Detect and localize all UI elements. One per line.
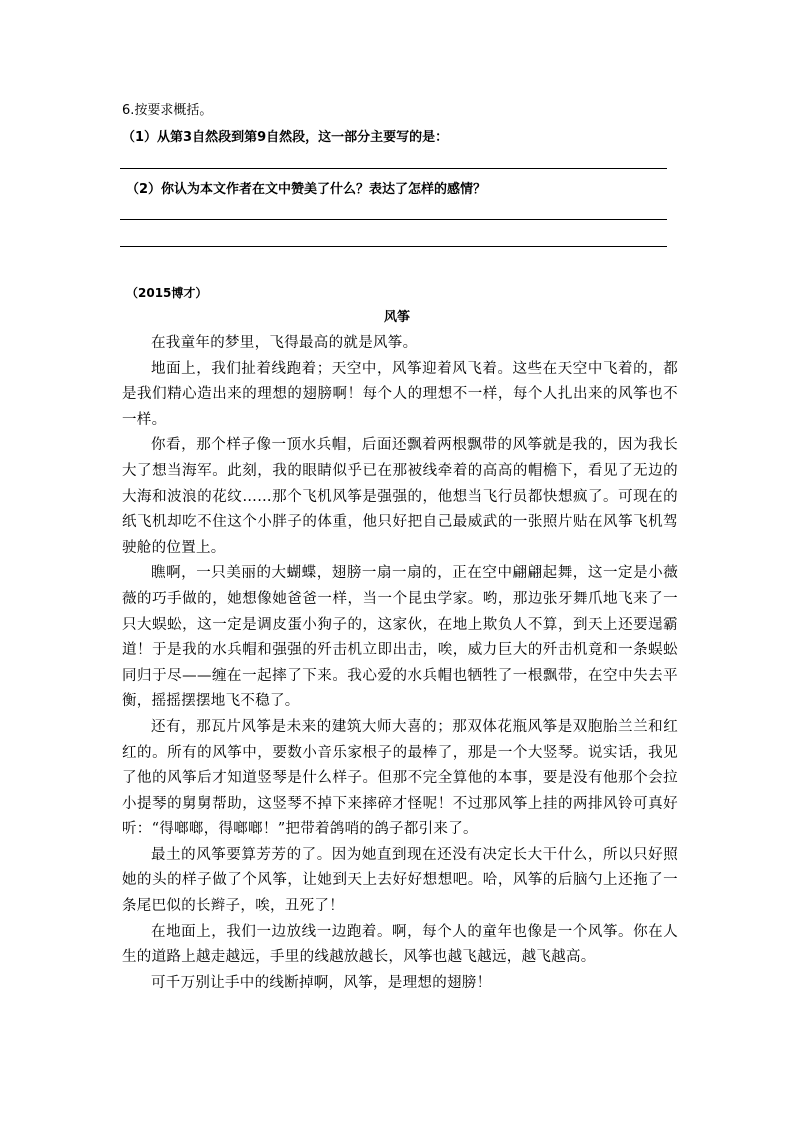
paragraph-3: 你看，那个样子像一顶水兵帽，后面还飘着两根飘带的风筝就是我的，因为我长大了想当海军。此刻，我的眼睛似乎已在那被线牵着的高高的帽檐下，看见了无边的大海和波浪的花纹……那个飞机风筝是强强的，他想当飞行员都快想疯了。可现在的纸飞机却吃不住这个小胖子的体重，他只好把自己最威武的一张照片贴在风筝飞机驾驶舱的位置上。 (122, 437, 678, 556)
paragraph-5: 还有，那瓦片风筝是未来的建筑大师大喜的；那双体花瓶风筝是双胞胎兰兰和红红的。所有的风筝中，要数小音乐家根子的最棒了，那是一个大竖琴。说实话，我见了他的风筝后才知道竖琴是什么样子。但那不完全算他的本事，要是没有他那个会拉小提琴的舅舅帮助，这竖琴不掉下来摔碎才怪呢！不过那风筝上挂的两排风铃可真好听：“得啷啷，得啷啷！”把带着鸽哨的鸽子都引来了。 (122, 718, 678, 838)
paragraph-4: 瞧啊，一只美丽的大蝴蝶，翅膀一扇一扇的，正在空中翩翩起舞，这一定是小薇薇的巧手做的，她想像她爸爸一样，当一个昆虫学家。哟，那边张牙舞爪地飞来了一只大蜈蚣，这一定是调皮蛋小狗子的，这家伙，在地上欺负人不算，到天上还要逞霸道！于是我的水兵帽和强强的歼击机立即出击，唉，威力巨大的歼击机竟和一条蜈蚣同归于尽——缠在一起摔了下来。我心爱的水兵帽也牺牲了一根飘带，在空中失去平衡，摇摇摆摆地飞不稳了。 (122, 565, 678, 710)
paragraph-8: 可千万别让手中的线断掉啊，风筝，是理想的翅膀！ (151, 974, 492, 991)
answer-line-1 (120, 168, 667, 169)
question-sub-2: （2）你认为本文作者在文中赞美了什么？表达了怎样的感情？ (126, 182, 487, 197)
question-title: 6.按要求概括。 (122, 103, 213, 118)
article-body (122, 331, 678, 996)
paragraph-7: 在地面上，我们一边放线一边跑着。啊，每个人的童年也像是一个风筝。你在人生的道路上越走越远，手里的线越放越长，风筝也越飞越远，越飞越高。 (122, 923, 678, 966)
source-label: （2015博才） (126, 286, 208, 300)
answer-line-3 (120, 246, 667, 247)
paragraph-1: 在我童年的梦里，飞得最高的就是风筝。 (151, 335, 418, 351)
question-sub-1: （1）从第3自然段到第9自然段，这一部分主要写的是： (122, 130, 449, 145)
article-title: 风筝 (383, 310, 410, 325)
paragraph-2: 地面上，我们扯着线跑着；天空中，风筝迎着风飞着。这些在天空中飞着的，都是我们精心造出来的理想的翅膀啊！每个人的理想不一样，每个人扎出来的风筝也不一样。 (122, 360, 678, 428)
paragraph-6: 最土的风筝要算芳芳的了。因为她直到现在还没有决定长大干什么，所以只好照她的头的样子做了个风筝，让她到天上去好好想想吧。哈，风筝的后脑勺上还拖了一条尾巴似的长辫子，唉，丑死了！ (122, 846, 678, 915)
answer-line-2 (120, 219, 667, 220)
